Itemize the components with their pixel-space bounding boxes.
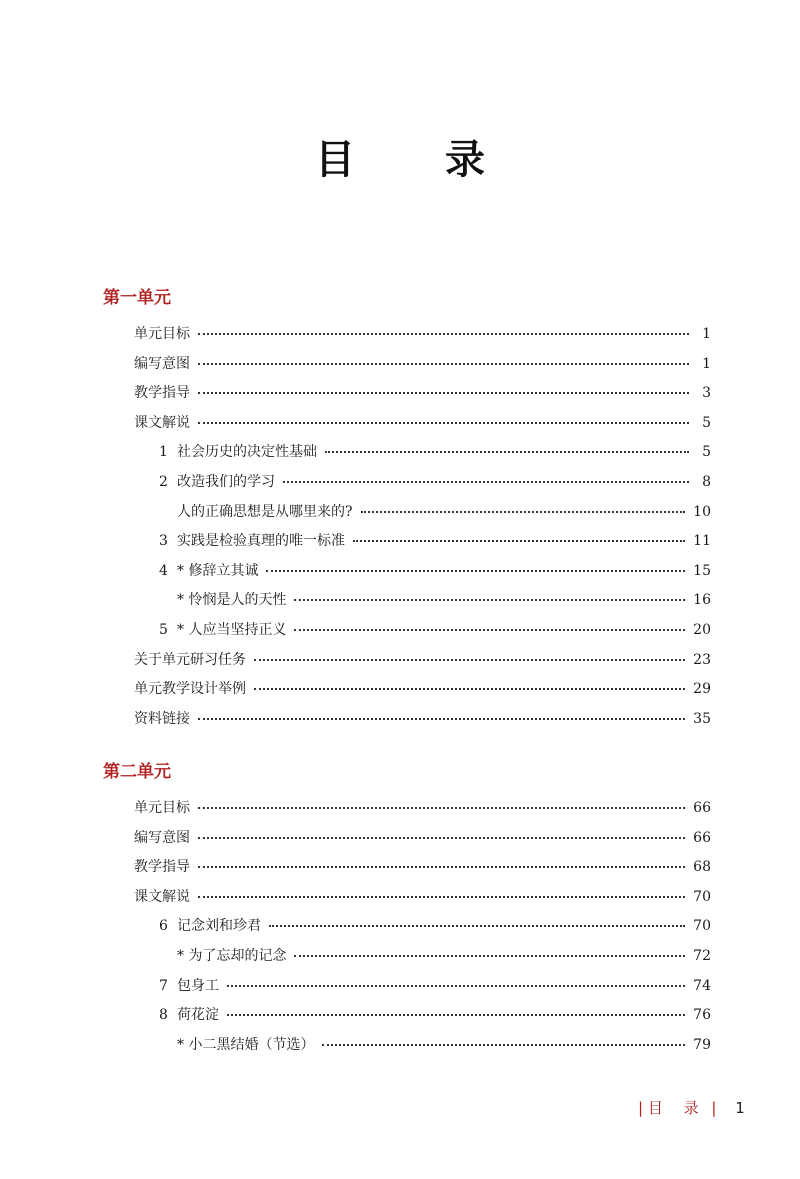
leader-dots [198, 421, 689, 424]
leader-dots [198, 717, 685, 720]
toc-entry-title: * 修辞立其诚 [177, 562, 259, 579]
lesson-number: 8 [159, 1007, 168, 1024]
toc-entry-title: 课文解说 [134, 414, 190, 431]
leader-dots [294, 628, 685, 631]
leader-dots [322, 1043, 685, 1046]
leader-dots [227, 1013, 685, 1016]
leader-dots [198, 895, 685, 898]
toc-entry-page: 16 [693, 592, 711, 609]
toc-entry-page: 1 [702, 355, 711, 372]
toc-entry-page: 70 [693, 888, 711, 905]
toc-list [103, 794, 711, 1060]
toc-entry-title: 社会历史的决定性基础 [177, 444, 317, 461]
toc-entry-title: 单元教学设计举例 [134, 681, 246, 698]
toc-entry[interactable] [103, 557, 711, 587]
toc-entry-title: 编写意图 [134, 829, 190, 846]
toc-entry-page: 66 [693, 800, 711, 816]
toc-entry[interactable] [103, 794, 711, 824]
toc-entry-title: 编写意图 [134, 355, 190, 372]
leader-dots [227, 984, 685, 987]
leader-dots [269, 924, 685, 927]
toc-entry-title: 改造我们的学习 [177, 473, 275, 490]
toc-entry-title: 荷花淀 [177, 1007, 219, 1024]
toc-entry-page: 68 [693, 859, 711, 876]
toc-entry-page: 72 [693, 947, 711, 964]
section-heading: 第一单元 [103, 288, 171, 308]
lesson-number: 3 [159, 533, 168, 550]
leader-dots [361, 510, 686, 513]
leader-dots [283, 480, 689, 483]
toc-entry-title: 资料链接 [134, 710, 190, 727]
toc-entry-page: 74 [693, 977, 711, 994]
toc-entry-page: 3 [702, 385, 711, 402]
toc-entry-title: * 人应当坚持正义 [177, 621, 287, 638]
toc-entry[interactable] [103, 350, 711, 380]
toc-entry[interactable] [103, 853, 711, 883]
leader-dots [198, 332, 689, 335]
lesson-number: 5 [159, 621, 168, 638]
toc-entry[interactable] [103, 1031, 711, 1061]
toc-entry[interactable] [103, 972, 711, 1002]
toc-entry-title: 单元目标 [134, 800, 190, 816]
lesson-number: 4 [159, 562, 168, 579]
lesson-number: 7 [159, 977, 168, 994]
toc-entry-page: 10 [693, 503, 711, 520]
toc-entry-title: 包身工 [177, 977, 219, 994]
leader-dots [198, 391, 689, 394]
toc-entry-page: 23 [693, 651, 711, 668]
lesson-number: 6 [159, 918, 168, 935]
leader-dots [198, 362, 689, 365]
leader-dots [254, 687, 685, 690]
lesson-number: 1 [159, 444, 168, 461]
toc-entry-title: 记念刘和珍君 [177, 918, 261, 935]
toc-entry-page: 76 [693, 1007, 711, 1024]
toc-entry-page: 70 [693, 918, 711, 935]
leader-dots [325, 450, 689, 453]
toc-entry-page: 79 [693, 1036, 711, 1053]
toc-list [103, 320, 711, 734]
toc-entry-title: * 为了忘却的记念 [177, 947, 287, 964]
leader-dots [254, 658, 685, 661]
page-footer [638, 1098, 745, 1118]
toc-entry-page: 5 [702, 444, 711, 461]
lesson-number: 2 [159, 473, 168, 490]
toc-entry-title: 实践是检验真理的唯一标准 [177, 533, 345, 550]
toc-entry-title: * 怜悯是人的天性 [177, 592, 287, 609]
leader-dots [198, 806, 685, 809]
page-title: 目 录 [315, 136, 523, 183]
toc-entry-title: 人的正确思想是从哪里来的? [177, 503, 353, 520]
toc-entry[interactable] [103, 883, 711, 913]
toc-entry[interactable] [103, 527, 711, 557]
toc-section-unit-1 [103, 284, 711, 734]
toc-entry[interactable] [103, 942, 711, 972]
toc-entry[interactable] [103, 586, 711, 616]
toc-entry[interactable] [103, 409, 711, 439]
leader-dots [198, 836, 685, 839]
leader-dots [353, 539, 685, 542]
toc-entry[interactable] [103, 912, 711, 942]
toc-entry-title: 单元目标 [134, 326, 190, 342]
toc-entry[interactable] [103, 468, 711, 498]
toc-entry[interactable] [103, 438, 711, 468]
toc-entry-page: 11 [693, 533, 711, 550]
footer-page-number: 1 [735, 1099, 745, 1117]
toc-entry-page: 5 [702, 414, 711, 431]
toc-entry-title: 教学指导 [134, 859, 190, 876]
leader-dots [294, 598, 685, 601]
leader-dots [266, 569, 685, 572]
toc-entry-title: 课文解说 [134, 888, 190, 905]
toc-entry[interactable] [103, 705, 711, 735]
toc-entry[interactable] [103, 616, 711, 646]
toc-entry[interactable] [103, 675, 711, 705]
footer-bar-left: | [638, 1099, 644, 1117]
toc-entry-title: 关于单元研习任务 [134, 651, 246, 668]
toc-entry[interactable] [103, 498, 711, 528]
toc-entry-page: 8 [702, 473, 711, 490]
toc-entry[interactable] [103, 320, 711, 350]
section-heading: 第二单元 [103, 762, 171, 782]
toc-entry[interactable] [103, 824, 711, 854]
footer-bar-right: | [711, 1099, 717, 1117]
toc-entry-title: 教学指导 [134, 385, 190, 402]
toc-section-unit-2 [103, 758, 711, 1060]
toc-entry-page: 66 [693, 829, 711, 846]
toc-entry-title: * 小二黑结婚（节选） [177, 1036, 315, 1053]
toc-entry-page: 35 [693, 710, 711, 727]
toc-entry[interactable] [103, 1001, 711, 1031]
toc-entry-page: 15 [693, 562, 711, 579]
toc-entry[interactable] [103, 379, 711, 409]
toc-entry-page: 20 [693, 621, 711, 638]
toc-entry[interactable] [103, 646, 711, 676]
footer-title: 目 录 [647, 1099, 707, 1117]
toc-entry-page: 1 [702, 326, 711, 342]
toc-entry-page: 29 [693, 681, 711, 698]
leader-dots [198, 865, 685, 868]
leader-dots [294, 954, 685, 957]
